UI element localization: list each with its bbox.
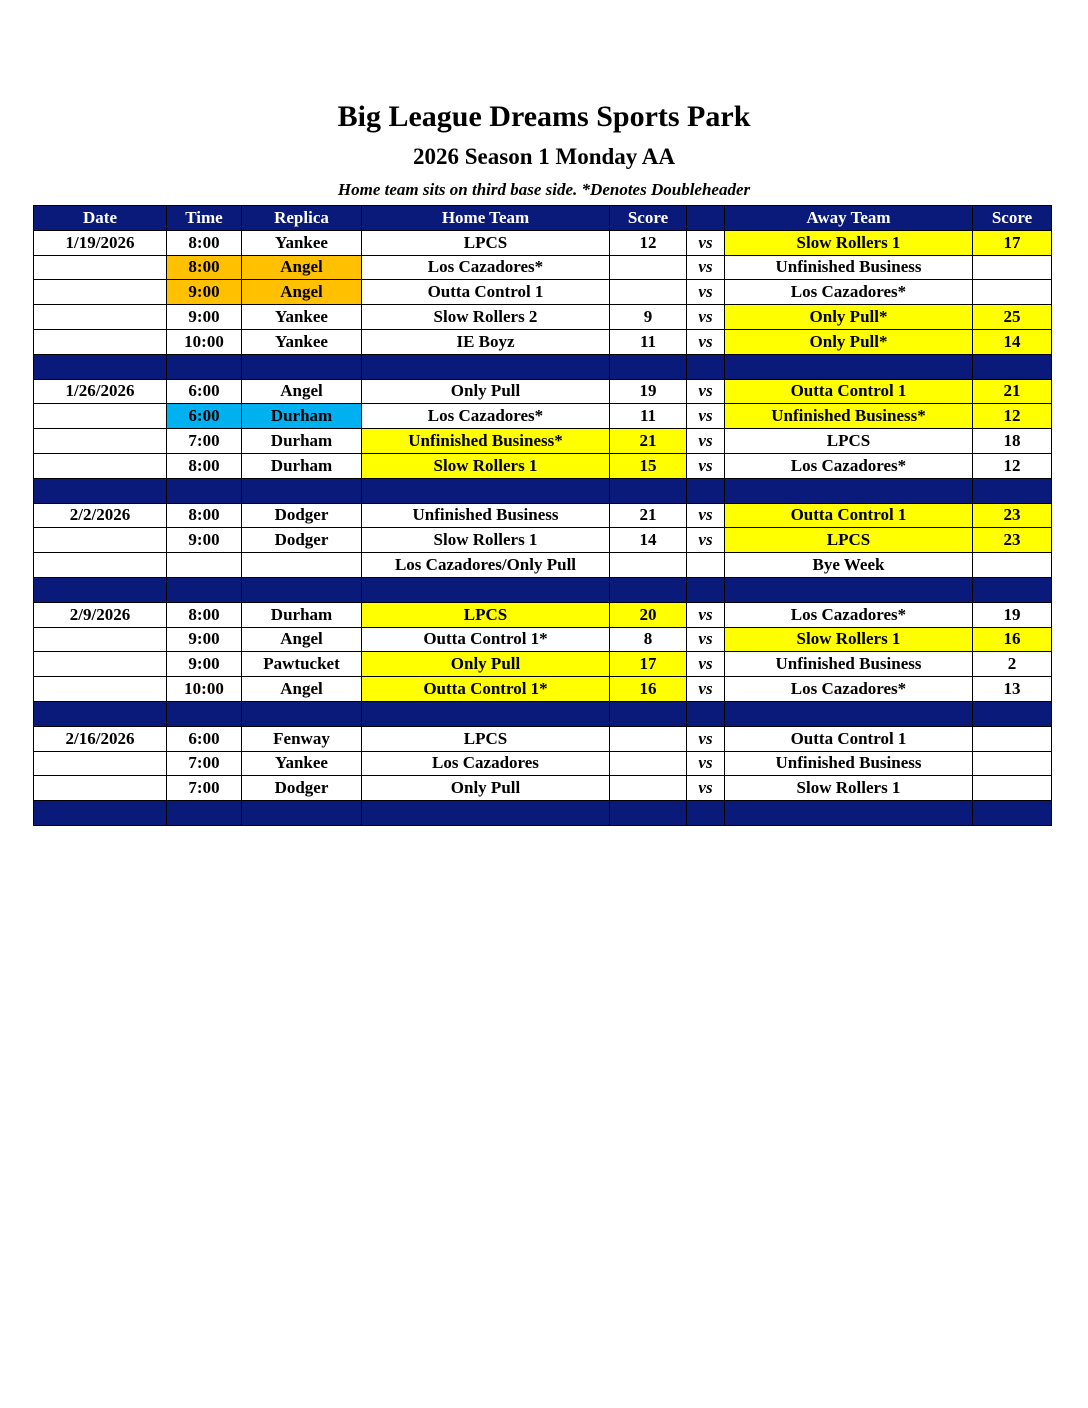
replica-cell: Durham — [242, 404, 362, 429]
time-cell: 7:00 — [167, 776, 242, 801]
page-title: Big League Dreams Sports Park — [337, 100, 751, 133]
game-row — [34, 453, 1052, 478]
date-cell: 2/9/2026 — [34, 602, 167, 627]
away-team-cell: Only Pull* — [725, 329, 973, 354]
game-row — [34, 751, 1052, 776]
home-team-cell: Unfinished Business — [362, 503, 610, 528]
separator-cell — [242, 354, 362, 379]
vs-cell: vs — [687, 255, 725, 280]
date-cell — [34, 280, 167, 305]
home-team-cell: Slow Rollers 1 — [362, 453, 610, 478]
time-cell: 9:00 — [167, 528, 242, 553]
vs-cell: vs — [687, 602, 725, 627]
away-score-cell — [973, 776, 1052, 801]
game-row — [34, 379, 1052, 404]
separator-cell — [610, 354, 687, 379]
header-away-score: Score — [973, 206, 1052, 231]
separator-cell — [725, 577, 973, 602]
replica-cell: Angel — [242, 255, 362, 280]
home-score-cell: 19 — [610, 379, 687, 404]
replica-cell: Durham — [242, 453, 362, 478]
separator-cell — [34, 577, 167, 602]
away-score-cell: 23 — [973, 503, 1052, 528]
home-score-cell: 8 — [610, 627, 687, 652]
date-cell: 2/2/2026 — [34, 503, 167, 528]
home-score-cell: 11 — [610, 329, 687, 354]
replica-cell — [242, 553, 362, 578]
separator-cell — [167, 478, 242, 503]
separator-cell — [610, 478, 687, 503]
separator-cell — [610, 801, 687, 826]
separator-cell — [973, 577, 1052, 602]
away-team-cell: Bye Week — [725, 553, 973, 578]
date-cell — [34, 255, 167, 280]
time-cell: 6:00 — [167, 726, 242, 751]
separator-cell — [973, 354, 1052, 379]
home-score-cell — [610, 280, 687, 305]
vs-cell: vs — [687, 230, 725, 255]
away-score-cell: 16 — [973, 627, 1052, 652]
vs-cell: vs — [687, 305, 725, 330]
time-cell: 6:00 — [167, 379, 242, 404]
time-cell: 8:00 — [167, 230, 242, 255]
away-score-cell — [973, 255, 1052, 280]
date-cell — [34, 553, 167, 578]
away-team-cell: Unfinished Business — [725, 652, 973, 677]
home-score-cell: 17 — [610, 652, 687, 677]
home-score-cell: 9 — [610, 305, 687, 330]
away-score-cell: 17 — [973, 230, 1052, 255]
separator-cell — [167, 354, 242, 379]
header-replica: Replica — [242, 206, 362, 231]
away-team-cell: Los Cazadores* — [725, 453, 973, 478]
separator-cell — [610, 701, 687, 726]
header-home-score: Score — [610, 206, 687, 231]
away-team-cell: Slow Rollers 1 — [725, 627, 973, 652]
vs-cell: vs — [687, 627, 725, 652]
date-cell — [34, 404, 167, 429]
home-team-cell: Slow Rollers 2 — [362, 305, 610, 330]
game-row — [34, 627, 1052, 652]
away-score-cell: 12 — [973, 453, 1052, 478]
time-cell: 9:00 — [167, 627, 242, 652]
vs-cell: vs — [687, 329, 725, 354]
vs-cell: vs — [687, 726, 725, 751]
home-score-cell: 11 — [610, 404, 687, 429]
away-team-cell: Unfinished Business — [725, 255, 973, 280]
separator-cell — [687, 801, 725, 826]
time-cell: 9:00 — [167, 652, 242, 677]
separator-cell — [973, 701, 1052, 726]
away-score-cell: 12 — [973, 404, 1052, 429]
separator-cell — [725, 354, 973, 379]
game-row — [34, 726, 1052, 751]
away-team-cell: Los Cazadores* — [725, 280, 973, 305]
header-row — [34, 206, 1052, 231]
home-score-cell: 21 — [610, 503, 687, 528]
vs-cell: vs — [687, 751, 725, 776]
replica-cell: Yankee — [242, 329, 362, 354]
home-team-cell: Outta Control 1* — [362, 677, 610, 702]
time-cell: 7:00 — [167, 751, 242, 776]
replica-cell: Angel — [242, 280, 362, 305]
vs-cell: vs — [687, 379, 725, 404]
separator-cell — [362, 354, 610, 379]
time-cell: 9:00 — [167, 305, 242, 330]
date-cell — [34, 627, 167, 652]
vs-cell: vs — [687, 429, 725, 454]
vs-cell: vs — [687, 453, 725, 478]
separator-cell — [34, 354, 167, 379]
separator-cell — [725, 701, 973, 726]
vs-cell: vs — [687, 280, 725, 305]
vs-cell: vs — [687, 528, 725, 553]
game-row — [34, 230, 1052, 255]
away-score-cell — [973, 280, 1052, 305]
game-row — [34, 329, 1052, 354]
header-away-team: Away Team — [725, 206, 973, 231]
replica-cell: Yankee — [242, 305, 362, 330]
vs-cell — [687, 553, 725, 578]
date-cell — [34, 429, 167, 454]
separator-cell — [242, 701, 362, 726]
time-cell: 8:00 — [167, 453, 242, 478]
game-row — [34, 776, 1052, 801]
separator-row — [34, 354, 1052, 379]
away-team-cell: Slow Rollers 1 — [725, 230, 973, 255]
home-score-cell: 16 — [610, 677, 687, 702]
home-team-cell: Outta Control 1* — [362, 627, 610, 652]
game-row — [34, 528, 1052, 553]
away-team-cell: Los Cazadores* — [725, 677, 973, 702]
separator-cell — [610, 577, 687, 602]
home-score-cell — [610, 726, 687, 751]
replica-cell: Dodger — [242, 528, 362, 553]
replica-cell: Angel — [242, 379, 362, 404]
home-team-cell: IE Boyz — [362, 329, 610, 354]
home-team-cell: Los Cazadores — [362, 751, 610, 776]
vs-cell: vs — [687, 652, 725, 677]
date-cell: 1/19/2026 — [34, 230, 167, 255]
home-score-cell — [610, 553, 687, 578]
separator-cell — [242, 478, 362, 503]
home-team-cell: Outta Control 1 — [362, 280, 610, 305]
separator-cell — [973, 478, 1052, 503]
away-score-cell: 2 — [973, 652, 1052, 677]
game-row — [34, 503, 1052, 528]
separator-row — [34, 701, 1052, 726]
replica-cell: Yankee — [242, 751, 362, 776]
home-team-cell: Only Pull — [362, 652, 610, 677]
time-cell: 9:00 — [167, 280, 242, 305]
date-cell — [34, 751, 167, 776]
game-row — [34, 404, 1052, 429]
game-row — [34, 280, 1052, 305]
home-team-cell: Los Cazadores* — [362, 404, 610, 429]
home-team-cell: Los Cazadores/Only Pull — [362, 553, 610, 578]
vs-cell: vs — [687, 503, 725, 528]
separator-cell — [725, 801, 973, 826]
separator-row — [34, 478, 1052, 503]
schedule-note: Home team sits on third base side. *Denotes Doubleheader — [337, 180, 751, 199]
away-score-cell: 13 — [973, 677, 1052, 702]
home-team-cell: Only Pull — [362, 379, 610, 404]
separator-cell — [167, 577, 242, 602]
home-team-cell: Los Cazadores* — [362, 255, 610, 280]
replica-cell: Durham — [242, 429, 362, 454]
date-cell — [34, 329, 167, 354]
away-team-cell: Outta Control 1 — [725, 503, 973, 528]
separator-row — [34, 577, 1052, 602]
away-team-cell: Unfinished Business — [725, 751, 973, 776]
home-score-cell: 12 — [610, 230, 687, 255]
header-home-team: Home Team — [362, 206, 610, 231]
home-score-cell: 15 — [610, 453, 687, 478]
date-cell: 2/16/2026 — [34, 726, 167, 751]
separator-cell — [687, 478, 725, 503]
game-row — [34, 255, 1052, 280]
separator-cell — [242, 577, 362, 602]
replica-cell: Angel — [242, 677, 362, 702]
time-cell: 10:00 — [167, 677, 242, 702]
date-cell — [34, 776, 167, 801]
home-team-cell: LPCS — [362, 602, 610, 627]
separator-cell — [687, 577, 725, 602]
header-time: Time — [167, 206, 242, 231]
date-cell — [34, 677, 167, 702]
header-vs — [687, 206, 725, 231]
replica-cell: Durham — [242, 602, 362, 627]
date-cell — [34, 528, 167, 553]
separator-cell — [362, 701, 610, 726]
date-cell — [34, 453, 167, 478]
away-team-cell: Outta Control 1 — [725, 379, 973, 404]
away-score-cell — [973, 553, 1052, 578]
home-score-cell: 21 — [610, 429, 687, 454]
away-score-cell: 25 — [973, 305, 1052, 330]
home-team-cell: LPCS — [362, 230, 610, 255]
away-score-cell: 23 — [973, 528, 1052, 553]
home-team-cell: Slow Rollers 1 — [362, 528, 610, 553]
game-row — [34, 553, 1052, 578]
home-score-cell — [610, 776, 687, 801]
away-score-cell — [973, 726, 1052, 751]
date-cell — [34, 652, 167, 677]
separator-cell — [687, 354, 725, 379]
separator-cell — [34, 478, 167, 503]
replica-cell: Dodger — [242, 776, 362, 801]
replica-cell: Angel — [242, 627, 362, 652]
home-team-cell: Only Pull — [362, 776, 610, 801]
home-score-cell — [610, 751, 687, 776]
home-score-cell — [610, 255, 687, 280]
away-score-cell: 18 — [973, 429, 1052, 454]
separator-row — [34, 801, 1052, 826]
game-row — [34, 305, 1052, 330]
separator-cell — [362, 801, 610, 826]
away-team-cell: Slow Rollers 1 — [725, 776, 973, 801]
replica-cell: Pawtucket — [242, 652, 362, 677]
replica-cell: Fenway — [242, 726, 362, 751]
away-team-cell: Only Pull* — [725, 305, 973, 330]
replica-cell: Dodger — [242, 503, 362, 528]
time-cell: 7:00 — [167, 429, 242, 454]
away-team-cell: LPCS — [725, 429, 973, 454]
separator-cell — [687, 701, 725, 726]
vs-cell: vs — [687, 776, 725, 801]
away-score-cell — [973, 751, 1052, 776]
time-cell — [167, 553, 242, 578]
away-team-cell: Outta Control 1 — [725, 726, 973, 751]
away-team-cell: Los Cazadores* — [725, 602, 973, 627]
game-row — [34, 429, 1052, 454]
home-score-cell: 20 — [610, 602, 687, 627]
home-team-cell: Unfinished Business* — [362, 429, 610, 454]
header-date: Date — [34, 206, 167, 231]
away-team-cell: LPCS — [725, 528, 973, 553]
vs-cell: vs — [687, 677, 725, 702]
separator-cell — [34, 801, 167, 826]
separator-cell — [242, 801, 362, 826]
schedule-table — [33, 205, 1052, 826]
time-cell: 6:00 — [167, 404, 242, 429]
separator-cell — [167, 701, 242, 726]
date-cell: 1/26/2026 — [34, 379, 167, 404]
vs-cell: vs — [687, 404, 725, 429]
separator-cell — [34, 701, 167, 726]
separator-cell — [362, 478, 610, 503]
away-team-cell: Unfinished Business* — [725, 404, 973, 429]
game-row — [34, 652, 1052, 677]
time-cell: 10:00 — [167, 329, 242, 354]
away-score-cell: 21 — [973, 379, 1052, 404]
game-row — [34, 602, 1052, 627]
replica-cell: Yankee — [242, 230, 362, 255]
separator-cell — [725, 478, 973, 503]
away-score-cell: 19 — [973, 602, 1052, 627]
separator-cell — [362, 577, 610, 602]
time-cell: 8:00 — [167, 602, 242, 627]
date-cell — [34, 305, 167, 330]
away-score-cell: 14 — [973, 329, 1052, 354]
home-team-cell: LPCS — [362, 726, 610, 751]
time-cell: 8:00 — [167, 503, 242, 528]
time-cell: 8:00 — [167, 255, 242, 280]
game-row — [34, 677, 1052, 702]
home-score-cell: 14 — [610, 528, 687, 553]
page-subtitle: 2026 Season 1 Monday AA — [413, 144, 675, 169]
separator-cell — [167, 801, 242, 826]
separator-cell — [973, 801, 1052, 826]
